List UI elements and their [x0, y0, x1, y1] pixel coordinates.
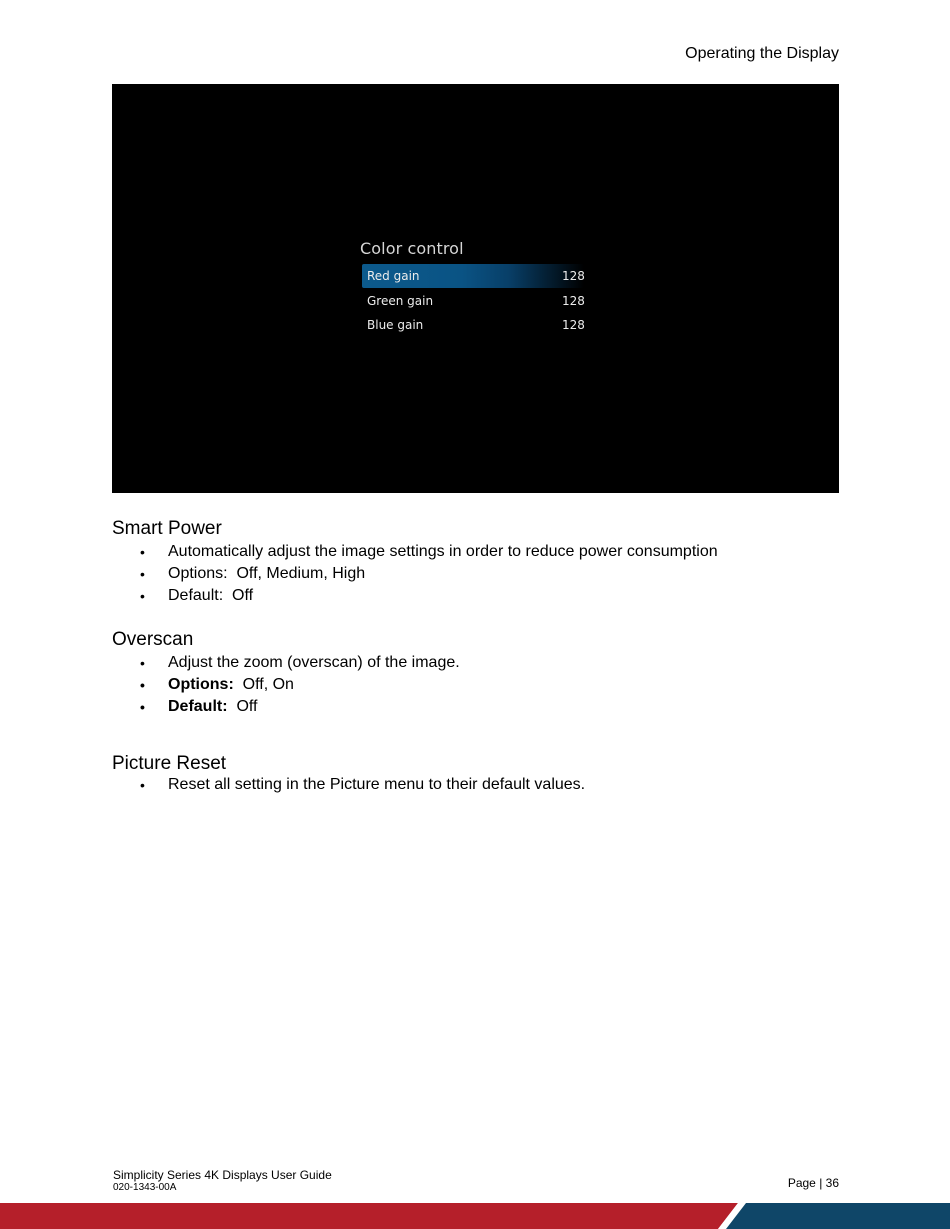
bullet-dot-icon: • — [140, 677, 145, 693]
bullet-content — [168, 675, 294, 695]
osd-row-value: 128 — [562, 318, 585, 332]
osd-row-red-gain[interactable] — [362, 264, 584, 288]
section-heading-overscan: Overscan — [112, 629, 194, 650]
section-heading-smart-power: Smart Power — [112, 518, 222, 539]
bullet-dot-icon: • — [140, 777, 145, 793]
bullet-dot-icon: • — [140, 544, 145, 560]
osd-row-value: 128 — [562, 269, 585, 283]
color-control-screenshot — [112, 84, 839, 493]
footer-blue-stripe — [726, 1203, 950, 1229]
bullet-text: Off, On — [242, 676, 294, 693]
osd-row-label: Red gain — [367, 269, 420, 283]
bullet-dot-icon: • — [140, 699, 145, 715]
bullet-text: Reset all setting in the Picture menu to their default values. — [168, 776, 586, 793]
bullet-label: Default: — [168, 698, 228, 715]
bullet-text: Off — [236, 698, 258, 715]
bullet-text: Adjust the zoom (overscan) of the image. — [168, 654, 460, 671]
footer-doc-number: 020-1343-00A — [113, 1182, 177, 1193]
bullet-text: Options: Off, Medium, High — [168, 565, 366, 582]
bullet-dot-icon: • — [140, 566, 145, 582]
osd-row-value: 128 — [562, 294, 585, 308]
footer-red-stripe — [0, 1203, 738, 1229]
bullet-dot-icon: • — [140, 655, 145, 671]
bullet-text: Default: Off — [168, 587, 254, 604]
osd-row-green-gain[interactable] — [362, 289, 584, 313]
footer-page-number: Page | 36 — [787, 1176, 839, 1190]
osd-menu-title: Color control — [360, 239, 464, 258]
osd-row-label: Blue gain — [367, 318, 424, 332]
osd-row-blue-gain[interactable] — [362, 313, 584, 337]
bullet-label: Options: — [168, 676, 234, 693]
bullet-content — [168, 697, 258, 717]
page-header: Operating the Display — [685, 45, 839, 62]
footer-color-bar — [0, 1203, 950, 1229]
bullet-dot-icon: • — [140, 588, 145, 604]
bullet-text: Automatically adjust the image settings in order to reduce power consumption — [168, 543, 718, 560]
section-heading-picture-reset: Picture Reset — [112, 753, 227, 774]
osd-row-label: Green gain — [367, 294, 434, 308]
footer-guide-title: Simplicity Series 4K Displays User Guide — [113, 1168, 332, 1182]
